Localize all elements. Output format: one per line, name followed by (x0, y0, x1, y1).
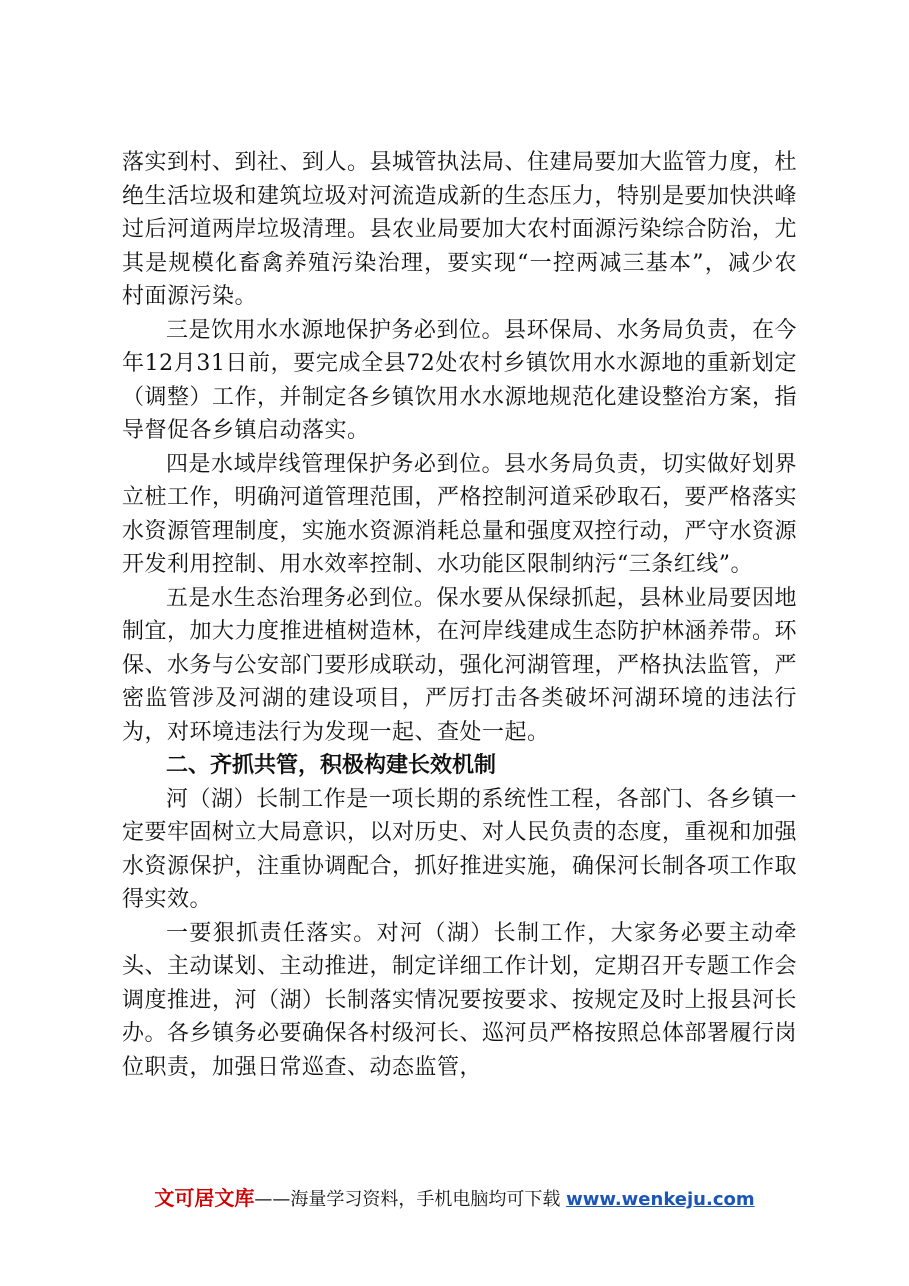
paragraph-intro: 河（湖）长制工作是一项长期的系统性工程，各部门、各乡镇一定要牢固树立大局意识，以对历史、对人民负责的态度，重视和加强水资源保护，注重协调配合，抓好推进实施，确保河长制各项工作取得实效。 (122, 786, 798, 912)
paragraph-responsibility: 一要狠抓责任落实。对河（湖）长制工作，大家务必要主动牵头、主动谋划、主动推进，制定详细工作计划，定期召开专题工作会调度推进，河（湖）长制落实情况要按要求、按规定及时上报县河长办。各乡镇务必要确保各村级河长、巡河员严格按照总体部署履行岗位职责，加强日常巡查、动态监管， (122, 920, 798, 1080)
paragraph-shoreline: 四是水域岸线管理保护务必到位。县水务局负责，切实做好划界立桩工作，明确河道管理范围，严格控制河道采砂取石，要严格落实水资源管理制度，实施水资源消耗总量和强度双控行动，严守水资源开发利用控制、用水效率控制、水功能区限制纳污“三条红线”。 (122, 451, 798, 577)
paragraph-ecology: 五是水生态治理务必到位。保水要从保绿抓起，县林业局要因地制宜，加大力度推进植树造林，在河岸线建成生态防护林涵养带。环保、水务与公安部门要形成联动，强化河湖管理，严格执法监管，严密监管涉及河湖的建设项目，严厉打击各类破坏河湖环境的违法行为，对环境违法行为发现一起、查处一起。 (122, 585, 798, 745)
paragraph-continuation: 落实到村、到社、到人。县城管执法局、住建局要加大监管力度，杜绝生活垃圾和建筑垃圾对河流造成新的生态压力，特别是要加快洪峰过后河道两岸垃圾清理。县农业局要加大农村面源污染综合防治，尤其是规模化畜禽养殖污染治理，要实现“一控两减三基本”，减少农村面源污染。 (122, 150, 798, 309)
paragraph-water-source: 三是饮用水水源地保护务必到位。县环保局、水务局负责，在今年12月31日前，要完成全县72处农村乡镇饮用水水源地的重新划定（调整）工作，并制定各乡镇饮用水水源地规范化建设整治方案，指导督促各乡镇启动落实。 (122, 317, 798, 443)
footer-brand: 文可居文库 (154, 1186, 255, 1210)
footer-banner (0, 1182, 909, 1211)
footer-description: 海量学习资料，手机电脑均可下载 (290, 1189, 561, 1210)
section-heading: 二、齐抓共管，积极构建长效机制 (166, 753, 497, 778)
document-body (122, 146, 797, 1084)
footer-site-link[interactable]: www.wenkeju.com (566, 1189, 755, 1210)
footer-dash: —— (254, 1189, 291, 1210)
